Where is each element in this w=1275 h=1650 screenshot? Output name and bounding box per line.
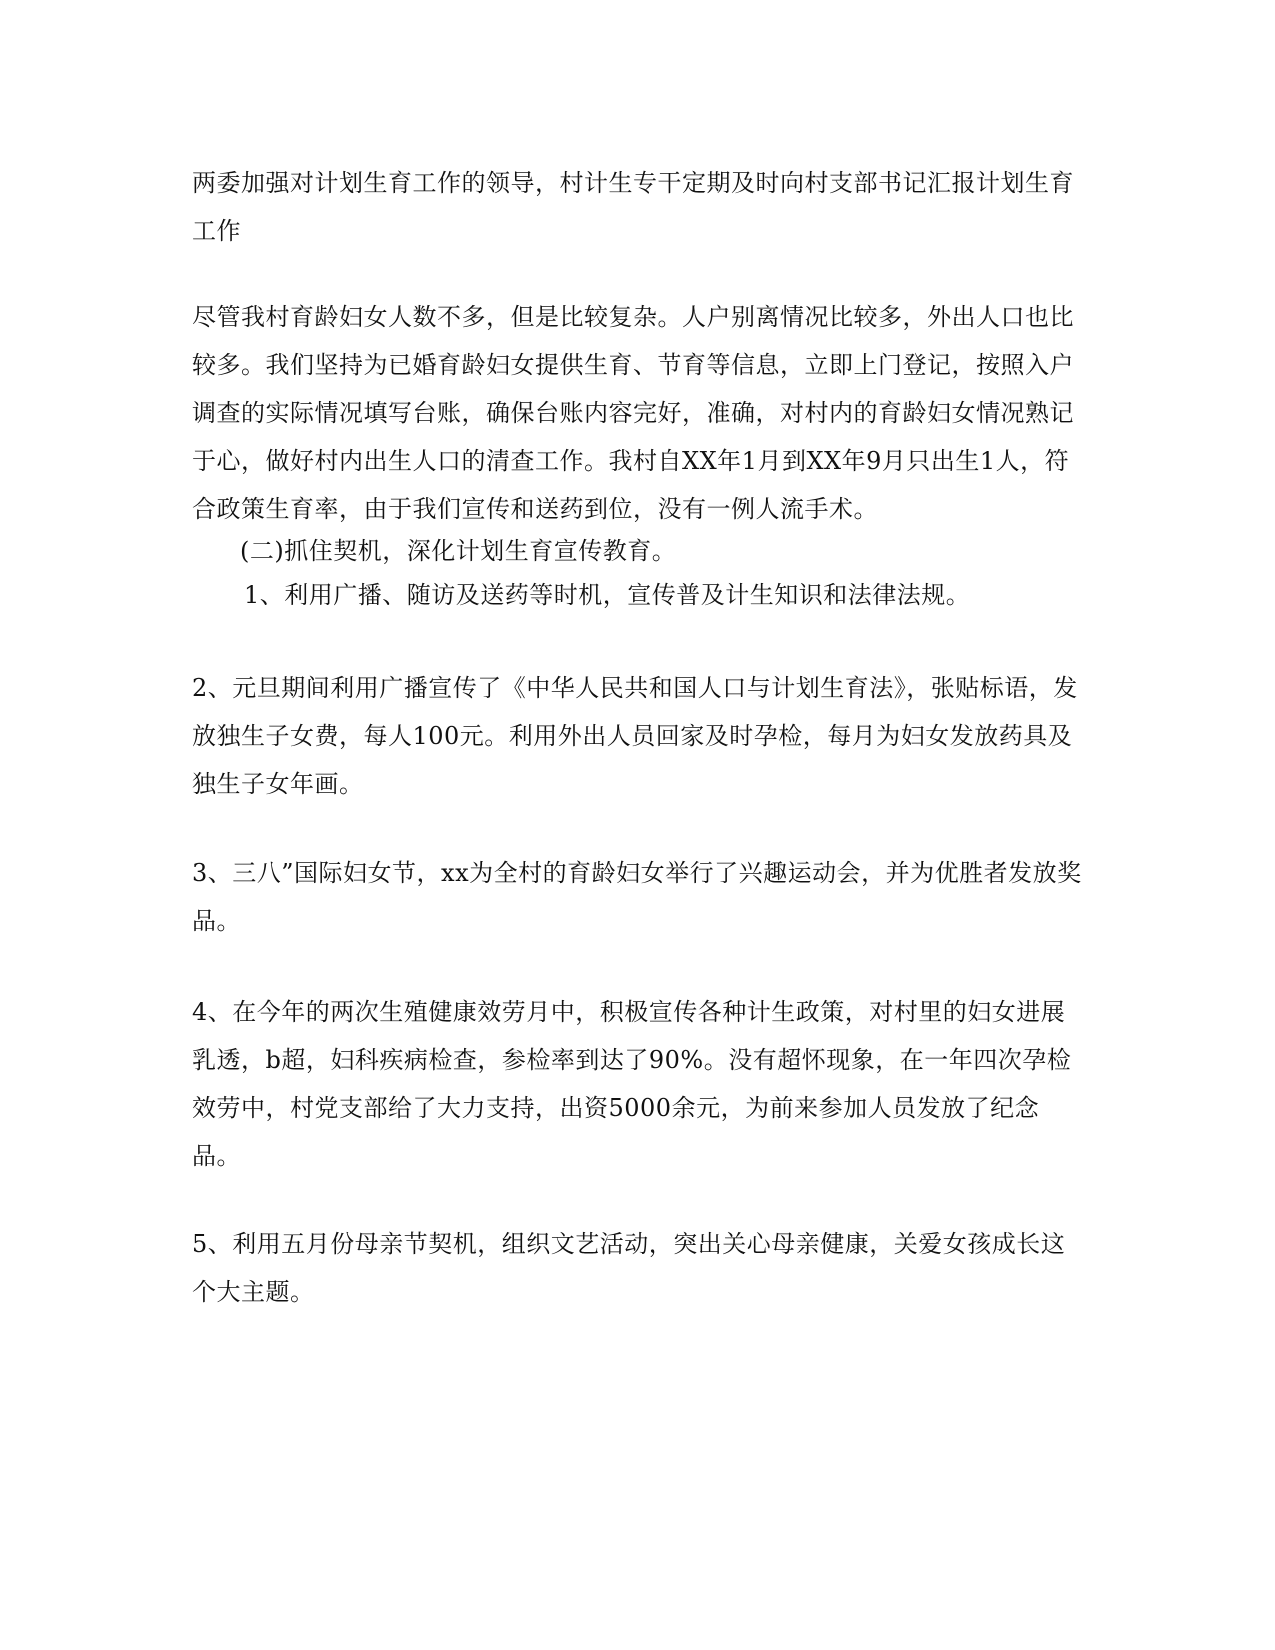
list-item-4: 4、在今年的两次生殖健康效劳月中，积极宣传各种计生政策，对村里的妇女进展乳透，b超，妇科疾病检查，参检率到达了90%。没有超怀现象，在一年四次孕检效劳中，村党支部给了大力支持，出资5000余元，为前来参加人员发放了纪念品。 — [192, 998, 1072, 1170]
list-item-5: 5、利用五月份母亲节契机，组织文艺活动，突出关心母亲健康，关爱女孩成长这个大主题。 — [192, 1230, 1066, 1306]
section-heading-2: (二)抓住契机，深化计划生育宣传教育。 — [240, 537, 677, 565]
list-item-3: 3、三八”国际妇女节，xx为全村的育龄妇女举行了兴趣运动会，并为优胜者发放奖品。 — [192, 859, 1082, 935]
paragraph-leadership: 两委加强对计划生育工作的领导，村计生专干定期及时向村支部书记汇报计划生育工作 — [192, 169, 1074, 245]
paragraph-situation: 尽管我村育龄妇女人数不多，但是比较复杂。人户别离情况比较多，外出人口也比较多。我们坚持为已婚育龄妇女提供生育、节育等信息，立即上门登记，按照入户调查的实际情况填写台账，确保台账内容完好，准确，对村内的育龄妇女情况熟记于心，做好村内出生人口的清查工作。我村自XX年1月到XX年9月只出生1人，符合政策生育率，由于我们宣传和送药到位，没有一例人流手术。 — [192, 303, 1074, 523]
list-item-2: 2、元旦期间利用广播宣传了《中华人民共和国人口与计划生育法》，张贴标语，发放独生子女费，每人100元。利用外出人员回家及时孕检，每月为妇女发放药具及独生子女年画。 — [192, 674, 1078, 798]
list-item-1: 1、利用广播、随访及送药等时机，宣传普及计生知识和法律法规。 — [244, 581, 971, 609]
